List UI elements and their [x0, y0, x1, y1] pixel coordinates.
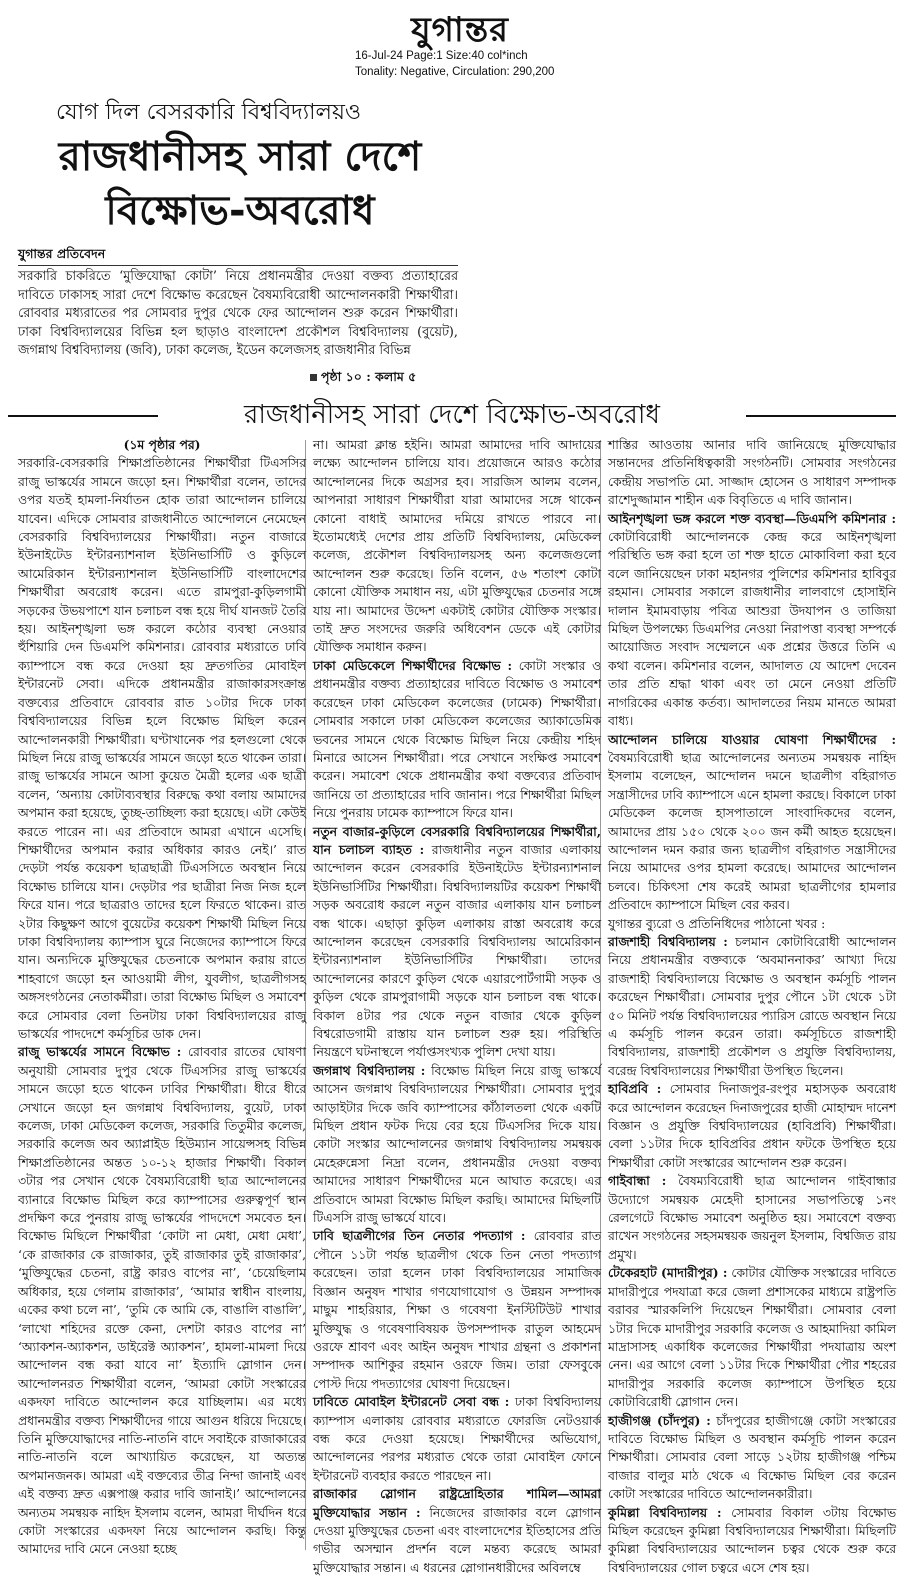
header-rule-left [8, 415, 158, 417]
lead-paragraph: সরকারি চাকরিতে ‘মুক্তিযোদ্ধা কোটা’ নিয়ে প্রধানমন্ত্রীর দেওয়া বক্তব্য প্রত্যাহারের দাবিতে ঢাকাসহ সারা দেশে বিক্ষোভ করেছেন বৈষম্যবিরোধী আন্দোলনকারী শিক্ষার্থীরা। রোববার মধ্যরাতের পর সোমবার দুপুর থেকে ফের আন্দোলন শুরু করেন শিক্ষার্থীরা। ঢাকা বিশ্ববিদ্যালয়ের বিভিন্ন হল ছাড়াও বাংলাদেশ প্রকৌশল বিশ্ববিদ্যালয় (বুয়েট), জগন্নাথ বিশ্ববিদ্যালয় (জবি), ঢাকা কলেজ, ইডেন কলেজসহ রাজধানীর বিভিন্ন [18, 269, 458, 359]
subheading: নতুন বাজার-কুড়িলে বেসরকারি বিশ্ববিদ্যালয়ের শিক্ষার্থীরা, যান চলাচল ব্যাহত : [313, 823, 601, 857]
subheading: ঢাবিতে মোবাইল ইন্টারনেট সেবা বন্ধ : [313, 1394, 510, 1410]
subheading: গাইবান্ধা : [608, 1173, 667, 1189]
subheading: রাজশাহী বিশ্ববিদ্যালয় : [608, 933, 728, 949]
byline: যুগান্তর প্রতিবেদন [18, 246, 106, 261]
subheading: টেকেরহাট (মাদারীপুর) : [608, 1265, 728, 1281]
square-bullet-icon [310, 374, 317, 381]
subheading: ঢাবি ছাত্রলীগের তিন নেতার পদত্যাগ : [313, 1228, 526, 1244]
body-paragraph: বৈষম্যবিরোধী ছাত্র আন্দোলনের অন্যতম সমন্বয়ক নাহিদ ইসলাম বলেছেন, আন্দোলন দমনে ছাত্রলীগ বহিরাগত সন্ত্রাসীদের ঢাবি ক্যাম্পাসে এনে হামলা করছে। বিকালে ঢাকা মেডিকেল কলেজ হাসপাতালে সাংবাদিকদের বলেন, আমাদের প্রায় ১৫০ থেকে ২০০ জন কর্মী আহত হয়েছেন। আন্দোলন দমন করার জন্য ছাত্রলীগ বহিরাগত সন্ত্রাসীদের নিয়ে আমাদের ওপর হামলা করেছে। আমাদের আন্দোলন চলবে। চিকিৎসা শেষ করেই আমরা ছাত্রলীগের হামলার প্রতিবাদে ক্যাম্পাসে মিছিল বের করব। [608, 750, 896, 913]
body-paragraph: রোববার রাতের ঘোষণা অনুযায়ী সোমবার দুপুর থেকে টিএসসির রাজু ভাস্কর্যের সামনে জড়ো হতে থাকেন ঢাবির শিক্ষার্থীরা। ধীরে ধীরে সেখানে জড়ো হন জগন্নাথ বিশ্ববিদ্যালয়, বুয়েট, ঢাকা কলেজ, ঢাকা মেডিকেল কলেজ, সরকারি তিতুমীর কলেজ, সরকারি কলেজ অব অ্যাপ্লাইড হিউম্যান সায়েন্সসহ বিভিন্ন শিক্ষাপ্রতিষ্ঠানের অন্তত ১০-১২ হাজার শিক্ষার্থী। বিকাল ৩টার পর সেখান থেকে বৈষম্যবিরোধী ছাত্র আন্দোলনের ব্যানারে বিক্ষোভ মিছিল করে ক্যাম্পাসের গুরুত্বপূর্ণ স্থান প্রদক্ষিণ করে পুনরায় রাজু ভাস্কর্যের পাদদেশে সমবেত হন। বিক্ষোভ মিছিলে শিক্ষার্থীরা ‘কোটা না মেধা, মেধা মেধা’, ‘কে রাজাকার কে রাজাকার, তুই রাজাকার তুই রাজাকার’, ‘মুক্তিযুদ্ধের চেতনা, রাষ্ট্র কারও বাপের না’, ‘চেয়েছিলাম অধিকার, হয়ে গেলাম রাজাকার’, ‘আমার স্বাধীন বাংলায়, একের কথা চলে না’, ‘তুমি কে আমি কে, বাঙালি বাঙালি’, ‘লাখো শহিদের রক্তে কেনা, দেশটা কারও বাপের না’ ‘অ্যাকশন-অ্যাকশন, ডাইরেক্ট অ্যাকশন’, হামলা-মামলা দিয়ে আন্দোলন বন্ধ করা যাবে না’ ইত্যাদি স্লোগান দেন। আন্দোলনরত শিক্ষার্থীরা বলেন, ‘আমরা কোটা সংস্কারের একদফা দাবিতে আন্দোলন করে যাচ্ছিলাম। এর মধ্যে প্রধানমন্ত্রীর বক্তব্য শিক্ষার্থীদের গায়ে আগুন ধরিয়ে দিয়েছে। তিনি মুক্তিযোদ্ধাদের নাতি-নাতনি বাদে সবাইকে রাজাকারের নাতি-নাতনি বলে আখ্যায়িত করেছেন, যা অত্যন্ত অপমানজনক। আমরা এই বক্তব্যের তীব্র নিন্দা জানাই এবং এই বক্তব্য দ্রুত এক্সপাঞ্জ করার দাবি জানাই।’ আন্দোলনের অন্যতম সমন্বয়ক নাহিদ ইসলাম বলেন, আমরা দীর্ঘদিন ধরে কোটা সংস্কারের একদফা নিয়ে আন্দোলন করছি। কিন্তু আমাদের দাবি মেনে নেওয়া হচ্ছে [18, 1045, 306, 1557]
headline-line-2: বিক্ষোভ-অবরোধ [105, 188, 375, 234]
subheading: আন্দোলন চালিয়ে যাওয়ার ঘোষণা শিক্ষার্থীদের : [608, 731, 896, 747]
clipping-meta-line-1: 16-Jul-24 Page:1 Size:40 col*inch [355, 50, 528, 62]
subheading: জগন্নাথ বিশ্ববিদ্যালয় : [313, 1062, 426, 1078]
continued-from-label: (১ম পৃষ্ঠার পর) [123, 437, 201, 452]
clipping-meta [355, 48, 554, 80]
newspaper-masthead: যুগান্তর [411, 10, 509, 50]
body-paragraph: না। আমরা ক্লান্ত হইনি। আমরা আমাদের দাবি আদায়ের লক্ষ্যে আন্দোলন চালিয়ে যাব। প্রয়োজনে আরও কঠোর আন্দোলনের দিকে অগ্রসর হব। সারজিস আলম বলেন, আপনারা সাধারণ শিক্ষার্থীরা যারা আমাদের সঙ্গে থাকেন কোনো বাধাই আমাদের দমিয়ে রাখতে পারবে না। ইতোমধ্যেই দেশের প্রায় প্রতিটি বিশ্ববিদ্যালয়, মেডিকেল কলেজ, প্রকৌশল বিশ্ববিদ্যালয়সহ অন্য কলেজগুলো আন্দোলন শুরু করেছে। তিনি বলেন, ৫৬ শতাংশ কোটা কোনো যৌক্তিক সমাধান নয়, এটা মুক্তিযুদ্ধের চেতনার সঙ্গে যায় না। আমাদের উদ্দেশ একটাই কোটার যৌক্তিক সংস্কার। তাই দ্রুত সংসদের জরুরি অধিবেশন ডেকে এই কোটার যৌক্তিক সমাধান করুন। [313, 438, 601, 655]
continuation-reference-text: পৃষ্ঠা ১০ : কলাম ৫ [321, 369, 417, 384]
body-paragraph: নিজেদের রাজাকার বলে স্লোগান দেওয়া মুক্তিযুদ্ধের চেতনা এবং বাংলাদেশের ইতিহাসের প্রতি গভীর অসম্মান প্রদর্শন বলে মন্তব্য করেছে আমরা মুক্তিযোদ্ধার সন্তান। এ ধরনের স্লোগানধারীদের অবিলম্বে [313, 1505, 601, 1575]
subheading: আইনশৃঙ্খলা ভঙ্গ করলে শক্ত ব্যবস্থা—ডিএমপি কমিশনার : [608, 510, 896, 526]
byline-divider [18, 265, 458, 266]
body-paragraph: বৈষম্যবিরোধী ছাত্র আন্দোলন গাইবান্ধার উদ্যোগে সমন্বয়ক মেহেদী হাসানের সভাপতিত্বে ১নং রেলগেটে বিক্ষোভ সমাবেশ অনুষ্ঠিত হয়। সমাবেশে বক্তব্য রাখেন সংগঠনের সহসমন্বয়ক জয়নুল ইসলাম, বিশ্বজিত রায় প্রমুখ। [608, 1174, 896, 1262]
bureau-note: যুগান্তর ব্যুরো ও প্রতিনিধিদের পাঠানো খবর : [608, 916, 826, 931]
clipping-meta-line-2: Tonality: Negative, Circulation: 290,200 [355, 66, 555, 78]
body-paragraph: বিক্ষোভ মিছিল নিয়ে রাজু ভাস্কর্যে আসেন জগন্নাথ বিশ্ববিদ্যালয়ের শিক্ষার্থীরা। সোমবার দুপুর আড়াইটার দিকে জবি ক্যাম্পাসের কাঁঠালতলা থেকে একটি মিছিল প্রধান ফটক দিয়ে বের হয়ে টিএসসির দিকে যায়। কোটা সংস্কার আন্দোলনের জগন্নাথ বিশ্ববিদ্যালয় সমন্বয়ক মেহেরুন্নেসা নিদ্রা বলেন, প্রধানমন্ত্রীর দেওয়া বক্তব্য আমাদের সাধারণ শিক্ষার্থীদের মনে আঘাত করেছে। এর প্রতিবাদে আমরা বিক্ষোভ মিছিল করছি। আমাদের মিছিলটি টিএসসি রাজু ভাস্কর্যে যাবে। [313, 1063, 601, 1226]
body-paragraph: সোমবার দিনাজপুর-রংপুর মহাসড়ক অবরোধ করে আন্দোলন করেছেন দিনাজপুরের হাজী মোহাম্মদ দানেশ বিজ্ঞান ও প্রযুক্তি বিশ্ববিদ্যালয়ের (হাবিপ্রবি) শিক্ষার্থীরা। বেলা ১১টার দিকে হাবিপ্রবির প্রধান ফটকে উপস্থিত হয়ে শিক্ষার্থীরা কোটা সংস্কারের আন্দোলন শুরু করেন। [608, 1082, 896, 1170]
continuation-header [0, 398, 904, 434]
subheading: রাজাকার স্লোগান রাষ্ট্রদ্রোহিতার শামিল—আমরা মুক্তিযোদ্ধার সন্তান : [313, 1486, 601, 1520]
article-column-1 [18, 436, 306, 1557]
body-paragraph: রোববার রাত পৌনে ১১টা পর্যন্ত ছাত্রলীগ থেকে তিন নেতা পদত্যাগ করেছেন। তারা হলেন ঢাকা বিশ্ববিদ্যালয়ের সামাজিক বিজ্ঞান অনুষদ শাখার গণযোগাযোগ ও উন্নয়ন সম্পাদক মাছুম শাহরিয়ার, শিক্ষা ও গবেষণা ইনস্টিটিউট শাখার মুক্তিযুদ্ধ ও গবেষণাবিষয়ক উপসম্পাদক রাতুল আহমেদ ওরফে শ্রাবণ এবং আইন অনুষদ শাখার গ্রন্থনা ও প্রকাশনা সম্পাদক আশিকুর রহমান ওরফে জিম। তারা ফেসবুকে পোস্ট দিয়ে পদত্যাগের ঘোষণা দিয়েছেন। [313, 1229, 601, 1391]
subheading: হাবিপ্রবি : [608, 1081, 662, 1097]
subheading: কুমিল্লা বিশ্ববিদ্যালয় : [608, 1504, 722, 1520]
header-rule-right [746, 415, 896, 417]
article-column-2 [313, 436, 601, 1575]
subheading: রাজু ভাস্কর্যের সামনে বিক্ষোভ : [18, 1044, 182, 1060]
headline [20, 130, 460, 238]
headline-kicker: যোগ দিল বেসরকারি বিশ্ববিদ্যালয়ও [56, 100, 362, 125]
body-paragraph: ঢাকা বিশ্ববিদ্যালয় ক্যাম্পাস এলাকায় রোববার মধ্যরাতে ফোরজি নেটওয়ার্ক বন্ধ করে দেওয়া হয়েছে। শিক্ষার্থীদের অভিযোগ, আন্দোলনের পরপর মধ্যরাত থেকে তারা মোবাইল ফোনে ইন্টারনেট ব্যবহার করতে পারছেন না। [313, 1395, 601, 1483]
body-paragraph: সরকারি-বেসরকারি শিক্ষাপ্রতিষ্ঠানের শিক্ষার্থীরা টিএসসির রাজু ভাস্কর্যের সামনে জড়ো হন। শিক্ষার্থীরা বলেন, তাদের ওপর যতই হামলা-নির্যাতন হোক তারা আন্দোলন চালিয়ে যাবেন। এদিকে সোমবার রাজধানীতে আন্দোলনে নেমেছেন বেসরকারি বিশ্ববিদ্যালয়ের শিক্ষার্থীরা। নতুন বাজারে ইউনাইটেড ইন্টারন্যাশনাল ইউনিভার্সিটি ও কুড়িলে আমেরিকান ইন্টারন্যাশনাল ইউনিভার্সিটি বাংলাদেশের শিক্ষার্থীরা অবরোধ করেন। এতে রামপুরা-কুড়িলগামী সড়কের উভয়পাশে যান চলাচল বন্ধ হয়ে দীর্ঘ যানজট তৈরি হয়। আইনশৃঙ্খলা ভঙ্গ করলে কঠোর ব্যবস্থা নেওয়ার হুঁশিয়ারি দেন ডিএমপি কমিশনার। রোববার মধ্যরাতে ঢাবি ক্যাম্পাসে বন্ধ করে দেওয়া হয় দ্রুতগতির মোবাইল ইন্টারনেট সেবা। এদিকে প্রধানমন্ত্রীর রাজাকারসংক্রান্ত বক্তব্যের প্রতিবাদে রোববার রাত ১০টার দিকে ঢাকা বিশ্ববিদ্যালয়ের বিভিন্ন হলে বিক্ষোভ মিছিল করেন আন্দোলনকারী শিক্ষার্থীরা। ঘণ্টাখানেক পর হলগুলো থেকে মিছিল নিয়ে রাজু ভাস্কর্যের সামনে জড়ো হতে থাকেন তারা। রাজু ভাস্কর্যের সামনে আসা কুয়েত মৈত্রী হলের এক ছাত্রী বলেন, ‘অন্যায় কোটাব্যবস্থার বিরুদ্ধে কথা বলায় আমাদের অপমান করা হয়েছে, তুচ্ছ-তাচ্ছিল্য করা হয়েছে। এটা কেউই করতে পারেন না। এর প্রতিবাদে আমরা এখানে এসেছি। শিক্ষার্থীদের অপমান করার অধিকার কারও নেই।’ রাত দেড়টা পর্যন্ত কয়েকশ ছাত্রছাত্রী টিএসসিতে অবস্থান নিয়ে বিক্ষোভ চালিয়ে যান। দেড়টার পর ছাত্রীরা নিজ নিজ হলে ফিরে যান। পরে ছাত্ররাও তাদের হলে ফিরতে থাকেন। রাত ২টার কিছুক্ষণ আগে বুয়েটের কয়েকশ শিক্ষার্থী মিছিল নিয়ে ঢাকা বিশ্ববিদ্যালয় ক্যাম্পাস ঘুরে নিজেদের ক্যাম্পাসে ফিরে যান। অন্যদিকে মুক্তিযুদ্ধের চেতনাকে অপমান করায় রাতে শাহবাগে জড়ো হন আওয়ামী লীগ, যুবলীগ, ছাত্রলীগসহ অঙ্গসংগঠনের নেতাকর্মীরা। তারা বিক্ষোভ মিছিল ও সমাবেশ করে সোমবার বেলা তিনটায় ঢাকা বিশ্ববিদ্যালয়ের রাজু ভাস্কর্যের পাদদেশে কর্মসূচির ডাক দেন। [18, 456, 306, 1041]
article-column-3 [608, 436, 896, 1575]
body-paragraph: শাস্তির আওতায় আনার দাবি জানিয়েছে মুক্তিযোদ্ধার সন্তানদের প্রতিনিধিত্বকারী সংগঠনটি। সোমবার সংগঠনের কেন্দ্রীয় সভাপতি মো. সাজ্জাদ হোসেন ও সাধারণ সম্পাদক রাশেদুজ্জামান শাহীন এক বিবৃতিতে এ দাবি জানান। [608, 438, 896, 508]
body-paragraph: রাজধানীর নতুন বাজার এলাকায় আন্দোলন করেন বেসরকারি ইউনাইটেড ইন্টারন্যাশনাল ইউনিভার্সিটির শিক্ষার্থীরা। বিশ্ববিদ্যালয়টির কয়েকশ শিক্ষার্থী সড়ক অবরোধ করলে নতুন বাজার এলাকায় যান চলাচল বন্ধ থাকে। এছাড়া কুড়িল এলাকায় রাস্তা অবরোধ করে আন্দোলন করেছেন বেসরকারি বিশ্ববিদ্যালয় আমেরিকান ইন্টারন্যাশনাল ইউনিভার্সিটির শিক্ষার্থীরা। তাদের আন্দোলনের কারণে কুড়িল থেকে এয়ারপোর্টগামী সড়ক ও কুড়িল থেকে রামপুরাগামী সড়কে যান চলাচল বন্ধ থাকে। বিকাল ৪টার পর থেকে নতুন বাজার থেকে কুড়িল বিশ্বরোডগামী রাস্তায় যান চলাচল শুরু হয়। পরিস্থিতি নিয়ন্ত্রণে ঘটনাস্থলে পর্যাপ্তসংখ্যক পুলিশ দেখা যায়। [313, 842, 601, 1060]
subheading: হাজীগঞ্জ (চাঁদপুর) : [608, 1412, 711, 1428]
body-paragraph: সোমবার বিকাল ৩টায় বিক্ষোভ মিছিল করেছেন কুমিল্লা বিশ্ববিদ্যালয়ের শিক্ষার্থীরা। মিছিলটি কুমিল্লা বিশ্ববিদ্যালয়ের আন্দোলন চত্বর থেকে শুরু করে বিশ্ববিদ্যালয়ের গোল চত্বরে এসে শেষ হয়। [608, 1505, 896, 1575]
body-paragraph: কোটা সংস্কার ও প্রধানমন্ত্রীর বক্তব্য প্রত্যাহারের দাবিতে বিক্ষোভ ও সমাবেশ করেছেন ঢাকা মেডিকেল কলেজের (ঢামেক) শিক্ষার্থীরা। সোমবার সকালে ঢাকা মেডিকেল কলেজের অ্যাকাডেমিক ভবনের সামনে থেকে বিক্ষোভ মিছিল নিয়ে কেন্দ্রীয় শহিদ মিনারে আসেন শিক্ষার্থীরা। পরে সেখানে সংক্ষিপ্ত সমাবেশ করেন। সমাবেশ থেকে প্রধানমন্ত্রীর কথা বক্তব্যের প্রতিবাদ জানিয়ে তা প্রত্যাহারের দাবি জানান। পরে শিক্ষার্থীরা মিছিল নিয়ে পুনরায় ঢামেক ক্যাম্পাসে ফিরে যান। [313, 658, 601, 821]
body-paragraph: চলমান কোটাবিরোধী আন্দোলন নিয়ে প্রধানমন্ত্রীর বক্তব্যকে ‘অবমাননাকর’ আখ্যা দিয়ে রাজশাহী বিশ্ববিদ্যালয়ে বিক্ষোভ ও অবস্থান কর্মসূচি পালন করেছেন শিক্ষার্থীরা। সোমবার দুপুর পৌনে ১টা থেকে ১টা ৫০ মিনিট পর্যন্ত বিশ্ববিদ্যালয়ের প্যারিস রোডে অবস্থান নিয়ে এ কর্মসূচি পালন করেন তারা। কর্মসূচিতে রাজশাহী বিশ্ববিদ্যালয়, রাজশাহী প্রকৌশল ও প্রযুক্তি বিশ্ববিদ্যালয়, বরেন্দ্র বিশ্ববিদ্যালয়ের শিক্ষার্থীরা উপস্থিত ছিলেন। [608, 934, 896, 1078]
body-paragraph: কোটাবিরোধী আন্দোলনকে কেন্দ্র করে আইনশৃঙ্খলা পরিস্থিতি ভঙ্গ করা হলে তা শক্ত হাতে মোকাবিলা করা হবে বলে জানিয়েছেন ঢাকা মহানগর পুলিশের কমিশনার হাবিবুর রহমান। সোমবার সকালে রাজধানীর লালবাগে হোসাইনি দালান ইমামবাড়ায় পবিত্র আশুরা উদযাপন ও তাজিয়া মিছিল উপলক্ষ্যে ডিএমপির নেওয়া নিরাপত্তা ব্যবস্থা সম্পর্কে আয়োজিত সংবাদ সম্মেলনে এক প্রশ্নের উত্তরে তিনি এ কথা বলেন। কমিশনার বলেন, আদালত যে আদেশ দেবেন তার প্রতি শ্রদ্ধা থাকা এবং তা মেনে নেওয়া প্রতিটি নাগরিকের একান্ত কর্তব্য। আদালতের নিয়ম মানতে আমরা বাধ্য। [608, 530, 896, 729]
body-paragraph: চাঁদপুরের হাজীগঞ্জে কোটা সংস্কারের দাবিতে বিক্ষোভ মিছিল ও অবস্থান কর্মসূচি পালন করেন শিক্ষার্থীরা। সোমবার বেলা সাড়ে ১২টায় হাজীগঞ্জ পশ্চিম বাজার বালুর মাঠ থেকে এ বিক্ষোভ মিছিল বের করেন কোটা সংস্কারের দাবিতে আন্দোলনকারীরা। [608, 1413, 896, 1502]
continuation-title: রাজধানীসহ সারা দেশে বিক্ষোভ-অবরোধ [244, 400, 660, 430]
body-paragraph: কোটার যৌক্তিক সংস্কারের দাবিতে মাদারীপুরে পদযাত্রা করে জেলা প্রশাসকের মাধ্যমে রাষ্ট্রপতি বরাবর স্মারকলিপি দিয়েছেন শিক্ষার্থীরা। সোমবার বেলা ১টার দিকে মাদারীপুর সরকারি কলেজ ও আহমাদিয়া কামিল মাদ্রাসাসহ একাধিক কলেজের শিক্ষার্থীরা পদযাত্রায় অংশ নেন। এর আগে বেলা ১১টার দিকে শিক্ষার্থীরা পৌর শহরের মাদারীপুর সরকারি কলেজ ক্যাম্পাসে উপস্থিত হয়ে কোটাবিরোধী স্লোগান দেন। [608, 1266, 896, 1410]
continuation-reference [310, 369, 416, 389]
headline-line-1: রাজধানীসহ সারা দেশে [58, 134, 422, 180]
subheading: ঢাকা মেডিকেলে শিক্ষার্থীদের বিক্ষোভ : [313, 657, 513, 673]
